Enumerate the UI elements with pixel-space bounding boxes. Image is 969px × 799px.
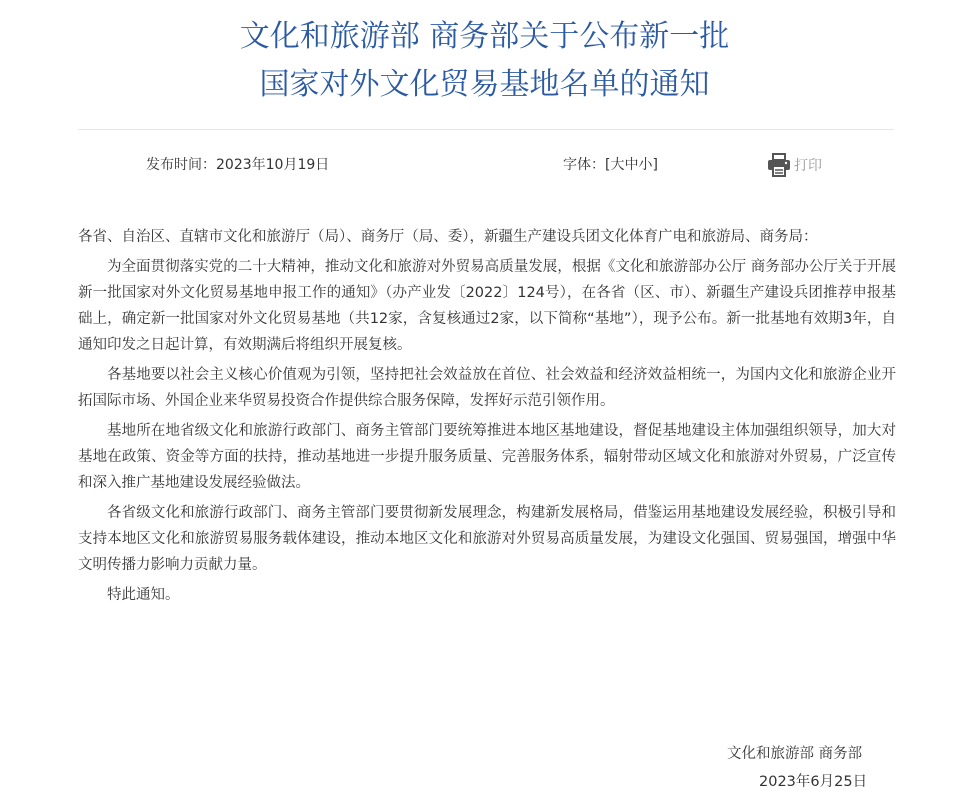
signature-date: 2023年6月25日 [759,774,868,790]
font-size-large-button[interactable]: 大 [610,157,625,173]
font-size-selector [563,155,658,175]
page-title-line-1: 文化和旅游部 商务部关于公布新一批 [239,19,730,54]
font-size-bracket-close: ] [652,157,658,173]
paragraph: 基地所在地省级文化和旅游行政部门、商务主管部门要统筹推进本地区基地建设，督促基地建设主体加强组织领导，加大对基地在政策、资金等方面的扶持，推动基地进一步提升服务质量、完善服务体系，辐射带动区域文化和旅游对外贸易，广泛宣传和深入推广基地建设发展经验做法。 [78,423,896,491]
title-divider [78,129,894,130]
font-size-label: 字体： [563,157,605,173]
closing-line: 特此通知。 [107,587,180,603]
font-size-small-button[interactable]: 小 [638,157,653,173]
article-body [78,224,896,612]
paragraph: 各基地要以社会主义核心价值观为引领，坚持把社会效益放在首位、社会效益和经济效益相统一，为国内文化和旅游企业开拓国际市场、外国企业来华贸易投资合作提供综合服务保障，发挥好示范引领作用。 [78,367,896,409]
paragraph: 各省级文化和旅游行政部门、商务主管部门要贯彻新发展理念，构建新发展格局，借鉴运用基地建设发展经验，积极引导和支持本地区文化和旅游贸易服务载体建设，推动本地区文化和旅游对外贸易高质量发展，为建设文化强国、贸易强国，增强中华文明传播力影响力贡献力量。 [78,505,896,573]
font-size-bracket-open: [ [605,157,611,173]
print-label: 打印 [794,158,822,174]
font-size-medium-button[interactable]: 中 [624,157,639,173]
signature-org: 文化和旅游部 商务部 [727,746,863,762]
printer-icon [766,152,792,178]
publish-date: 发布时间：2023年10月19日 [146,157,330,173]
salutation: 各省、自治区、直辖市文化和旅游厅（局）、商务厅（局、委），新疆生产建设兵团文化体育广电和旅游局、商务局： [78,229,818,245]
page-title-line-2: 国家对外文化贸易基地名单的通知 [259,67,710,102]
paragraph: 为全面贯彻落实党的二十大精神，推动文化和旅游对外贸易高质量发展，根据《文化和旅游部办公厅 商务部办公厅关于开展新一批国家对外文化贸易基地申报工作的通知》（办产业发〔2022〕124号），在各省（区、市）、新疆生产建设兵团推荐申报基础上，确定新一批国家对外文化贸易基地（共12家，含复核通过2家，以下简称“基地”），现予公布。新一批基地有效期3年，自通知印发之日起计算，有效期满后将组织开展复核。 [78,259,896,353]
print-button[interactable] [766,151,822,179]
